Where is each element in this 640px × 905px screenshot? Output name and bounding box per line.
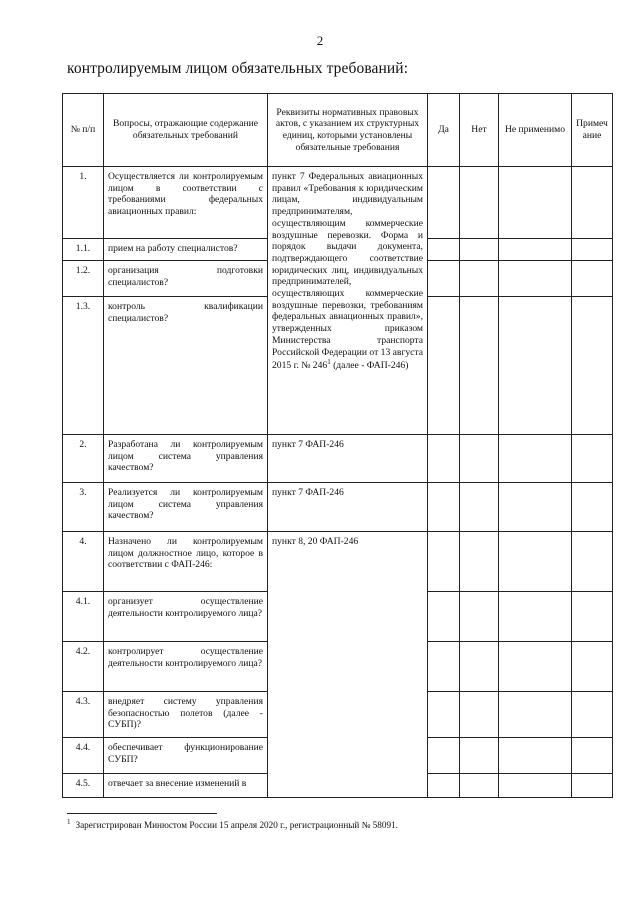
footnote-separator — [67, 813, 217, 814]
row-number: 4.1. — [63, 592, 104, 642]
header-num: № п/п — [63, 94, 104, 167]
table-row — [63, 483, 613, 532]
table-row — [63, 167, 613, 239]
cell-yes[interactable] — [428, 532, 460, 592]
row-question: прием на работу специалистов? — [104, 239, 268, 261]
footnote-mark: 1 — [67, 818, 71, 826]
cell-not-applicable[interactable] — [499, 592, 572, 642]
cell-not-applicable[interactable] — [499, 642, 572, 692]
cell-no[interactable] — [460, 642, 499, 692]
section-heading: контролируемым лицом обязательных требований: — [67, 60, 409, 77]
row-question: контроль квалификации специалистов? — [104, 297, 268, 435]
cell-no[interactable] — [460, 738, 499, 774]
cell-yes[interactable] — [428, 642, 460, 692]
cell-no[interactable] — [460, 239, 499, 261]
cell-no[interactable] — [460, 483, 499, 532]
cell-note[interactable] — [572, 642, 613, 692]
row-question: отвечает за внесение изменений в — [104, 774, 268, 798]
cell-no[interactable] — [460, 297, 499, 435]
row-question: Разработана ли контролируемым лицом система управления качеством? — [104, 435, 268, 483]
row-number: 4.4. — [63, 738, 104, 774]
header-row — [63, 94, 613, 167]
cell-yes[interactable] — [428, 435, 460, 483]
cell-note[interactable] — [572, 239, 613, 261]
page-number: 2 — [316, 33, 324, 48]
table-row — [63, 435, 613, 483]
header-question: Вопросы, отражающие содержание обязательных требований — [104, 94, 268, 167]
header-note: Примечание — [572, 94, 613, 167]
header-not-applicable: Не применимо — [499, 94, 572, 167]
cell-not-applicable[interactable] — [499, 774, 572, 798]
cell-no[interactable] — [460, 261, 499, 297]
row-number: 1.3. — [63, 297, 104, 435]
cell-yes[interactable] — [428, 261, 460, 297]
cell-not-applicable[interactable] — [499, 167, 572, 239]
cell-no[interactable] — [460, 692, 499, 738]
row-question: контролирует осуществление деятельности контролируемого лица? — [104, 642, 268, 692]
cell-no[interactable] — [460, 167, 499, 239]
header-yes: Да — [428, 94, 460, 167]
header-requisites: Реквизиты нормативных правовых актов, с указанием их структурных единиц, которыми установлены обязательные требования — [268, 94, 428, 167]
row-number: 4.5. — [63, 774, 104, 798]
cell-no[interactable] — [460, 532, 499, 592]
row-question: Осуществляется ли контролируемым лицом в соответствии с требованиями федеральных авиационных правил: — [104, 167, 268, 239]
cell-not-applicable[interactable] — [499, 435, 572, 483]
requisites-tail: (далее - ФАП-246) — [330, 360, 409, 372]
cell-not-applicable[interactable] — [499, 738, 572, 774]
row-number: 3. — [63, 483, 104, 532]
cell-no[interactable] — [460, 774, 499, 798]
cell-not-applicable[interactable] — [499, 532, 572, 592]
cell-yes[interactable] — [428, 592, 460, 642]
row-question: организует осуществление деятельности контролируемого лица? — [104, 592, 268, 642]
footnote-text: Зарегистрирован Минюстом России 15 апреля 2020 г., регистрационный № 58091. — [75, 820, 398, 831]
cell-no[interactable] — [460, 435, 499, 483]
cell-note[interactable] — [572, 483, 613, 532]
header-no: Нет — [460, 94, 499, 167]
row-question: Реализуется ли контролируемым лицом система управления качеством? — [104, 483, 268, 532]
row-question: внедряет систему управления безопасностью полетов (далее - СУБП)? — [104, 692, 268, 738]
row-requisites — [268, 167, 428, 435]
cell-note[interactable] — [572, 435, 613, 483]
row-number: 1. — [63, 167, 104, 239]
cell-yes[interactable] — [428, 692, 460, 738]
cell-not-applicable[interactable] — [499, 239, 572, 261]
row-requisites: пункт 8, 20 ФАП-246 — [268, 532, 428, 798]
cell-note[interactable] — [572, 261, 613, 297]
row-number: 1.2. — [63, 261, 104, 297]
cell-not-applicable[interactable] — [499, 483, 572, 532]
cell-yes[interactable] — [428, 297, 460, 435]
cell-not-applicable[interactable] — [499, 261, 572, 297]
cell-note[interactable] — [572, 774, 613, 798]
cell-yes[interactable] — [428, 738, 460, 774]
row-number: 2. — [63, 435, 104, 483]
cell-no[interactable] — [460, 592, 499, 642]
row-requisites: пункт 7 ФАП-246 — [268, 435, 428, 483]
cell-yes[interactable] — [428, 239, 460, 261]
row-question: обеспечивает функционирование СУБП? — [104, 738, 268, 774]
cell-not-applicable[interactable] — [499, 692, 572, 738]
cell-note[interactable] — [572, 297, 613, 435]
row-number: 4.3. — [63, 692, 104, 738]
cell-not-applicable[interactable] — [499, 297, 572, 435]
cell-yes[interactable] — [428, 167, 460, 239]
cell-note[interactable] — [572, 738, 613, 774]
cell-yes[interactable] — [428, 483, 460, 532]
row-question: организация подготовки специалистов? — [104, 261, 268, 297]
cell-yes[interactable] — [428, 774, 460, 798]
footnote-ref: 1 — [327, 358, 331, 367]
checklist-table — [62, 93, 613, 798]
table-row — [63, 532, 613, 592]
requisites-text: пункт 7 Федеральных авиационных правил «Требования к юридическим лицам, индивидуальным предпринимателям, осуществляющим коммерческие воздушные перевозки. Форма и порядок выдачи документа, подтверждающего соответствие юридических лиц, индивидуальных предпринимателей, осуществляющих коммерческие воздушные перевозки, требованиям федеральных авиационных правил», утвержденных приказом Министерства транспорта Российской Федерации от 13 августа 2015 г. № 246 — [272, 171, 423, 372]
row-question: Назначено ли контролируемым лицом должностное лицо, которое в соответствии с ФАП-246: — [104, 532, 268, 592]
row-number: 1.1. — [63, 239, 104, 261]
row-number: 4.2. — [63, 642, 104, 692]
cell-note[interactable] — [572, 532, 613, 592]
row-requisites: пункт 7 ФАП-246 — [268, 483, 428, 532]
footnote — [67, 818, 398, 830]
cell-note[interactable] — [572, 167, 613, 239]
cell-note[interactable] — [572, 692, 613, 738]
cell-note[interactable] — [572, 592, 613, 642]
row-number: 4. — [63, 532, 104, 592]
